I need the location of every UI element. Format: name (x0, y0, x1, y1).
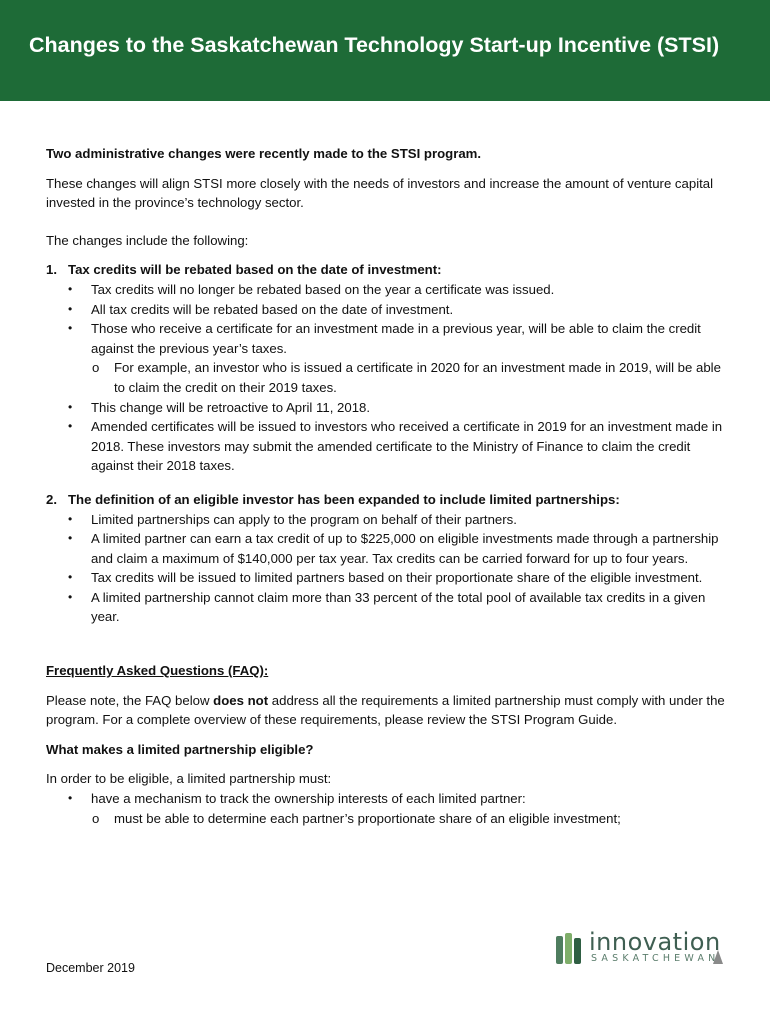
header-banner (0, 0, 770, 101)
faq-note: Please note, the FAQ below does not address all the requirements a limited partnership must comply with under the program. For a complete overview of these requirements, please review the STSI Program Guide. (46, 692, 725, 728)
logo-mark-icon (556, 932, 582, 966)
sub-bullet-marker: o (92, 360, 100, 376)
logo-triangle-icon (713, 950, 723, 964)
list-item: • All tax credits will be rebated based on the date of investment. (46, 300, 730, 320)
list-item: • A limited partner can earn a tax credit of up to $225,000 on eligible investments made through a partnership and claim a maximum of $140,000 per tax year. Tax credits can be carried forward for up to four years. (68, 531, 719, 566)
bullet-marker: • (68, 321, 73, 336)
bullet-marker: • (68, 531, 73, 546)
faq-heading: Frequently Asked Questions (FAQ): (46, 663, 269, 679)
change-1-heading (46, 260, 730, 280)
intro-heading: Two administrative changes were recently made to the STSI program. (46, 146, 482, 161)
document-body (46, 144, 730, 828)
sub-list-item: o For example, an investor who is issued a certificate in 2020 for an investment made in 2019, will be able to claim the credit on their 2019 taxes. (92, 360, 721, 395)
list-item: • have a mechanism to track the ownership interests of each limited partner: (46, 789, 730, 809)
list-item: • Tax credits will no longer be rebated based on the year a certificate was issued. (46, 280, 730, 300)
bullet-marker: • (68, 419, 73, 434)
faq-lead: In order to be eligible, a limited partnership must: (46, 771, 332, 787)
bullet-marker: • (68, 281, 73, 296)
bullet-marker: • (68, 791, 73, 806)
bullet-marker: • (68, 399, 73, 414)
list-item: • This change will be retroactive to April 11, 2018. (46, 398, 730, 418)
bullet-marker: • (68, 589, 73, 604)
bullet-marker: • (68, 570, 73, 585)
list-item: • Amended certificates will be issued to investors who received a certificate in 2019 for an investment made in 2018. These investors may submit the amended certificate to the Ministry of Finance to claim the credit against their 2018 taxes. (68, 419, 723, 474)
list-item: • A limited partnership cannot claim more than 33 percent of the total pool of available tax credits in a given year. (68, 589, 706, 625)
faq-question: What makes a limited partnership eligible? (46, 741, 314, 757)
list-item: • Limited partnerships can apply to the program on behalf of their partners. (46, 510, 730, 530)
change-2-heading (46, 490, 730, 510)
list-item: • Tax credits will be issued to limited partners based on their proportionate share of the eligible investment. (46, 568, 730, 588)
change-1-number: 1. (46, 262, 57, 278)
sub-list-item: o must be able to determine each partner’s proportionate share of an eligible investment; (46, 809, 730, 829)
innovation-saskatchewan-logo (556, 930, 726, 970)
list-item: • Those who receive a certificate for an investment made in a previous year, will be able to claim the credit against the previous year’s taxes. (68, 321, 701, 356)
changes-lead: The changes include the following: (46, 232, 249, 248)
change-1-title: Tax credits will be rebated based on the date of investment: (68, 262, 442, 278)
logo-wordmark: innovation (589, 928, 721, 956)
bullet-marker: • (68, 511, 73, 526)
intro-paragraph: These changes will align STSI more closely with the needs of investors and increase the amount of venture capital invested in the province’s technology sector. (46, 175, 714, 211)
change-2-number: 2. (46, 491, 57, 507)
change-2-title: The definition of an eligible investor has been expanded to include limited partnerships: (68, 491, 620, 507)
logo-subtext: SASKATCHEWAN (591, 953, 720, 964)
footer-date: December 2019 (46, 961, 135, 975)
sub-bullet-marker: o (92, 810, 100, 826)
page-title: Changes to the Saskatchewan Technology Start-up Incentive (STSI) (29, 33, 720, 57)
bullet-marker: • (68, 301, 73, 316)
